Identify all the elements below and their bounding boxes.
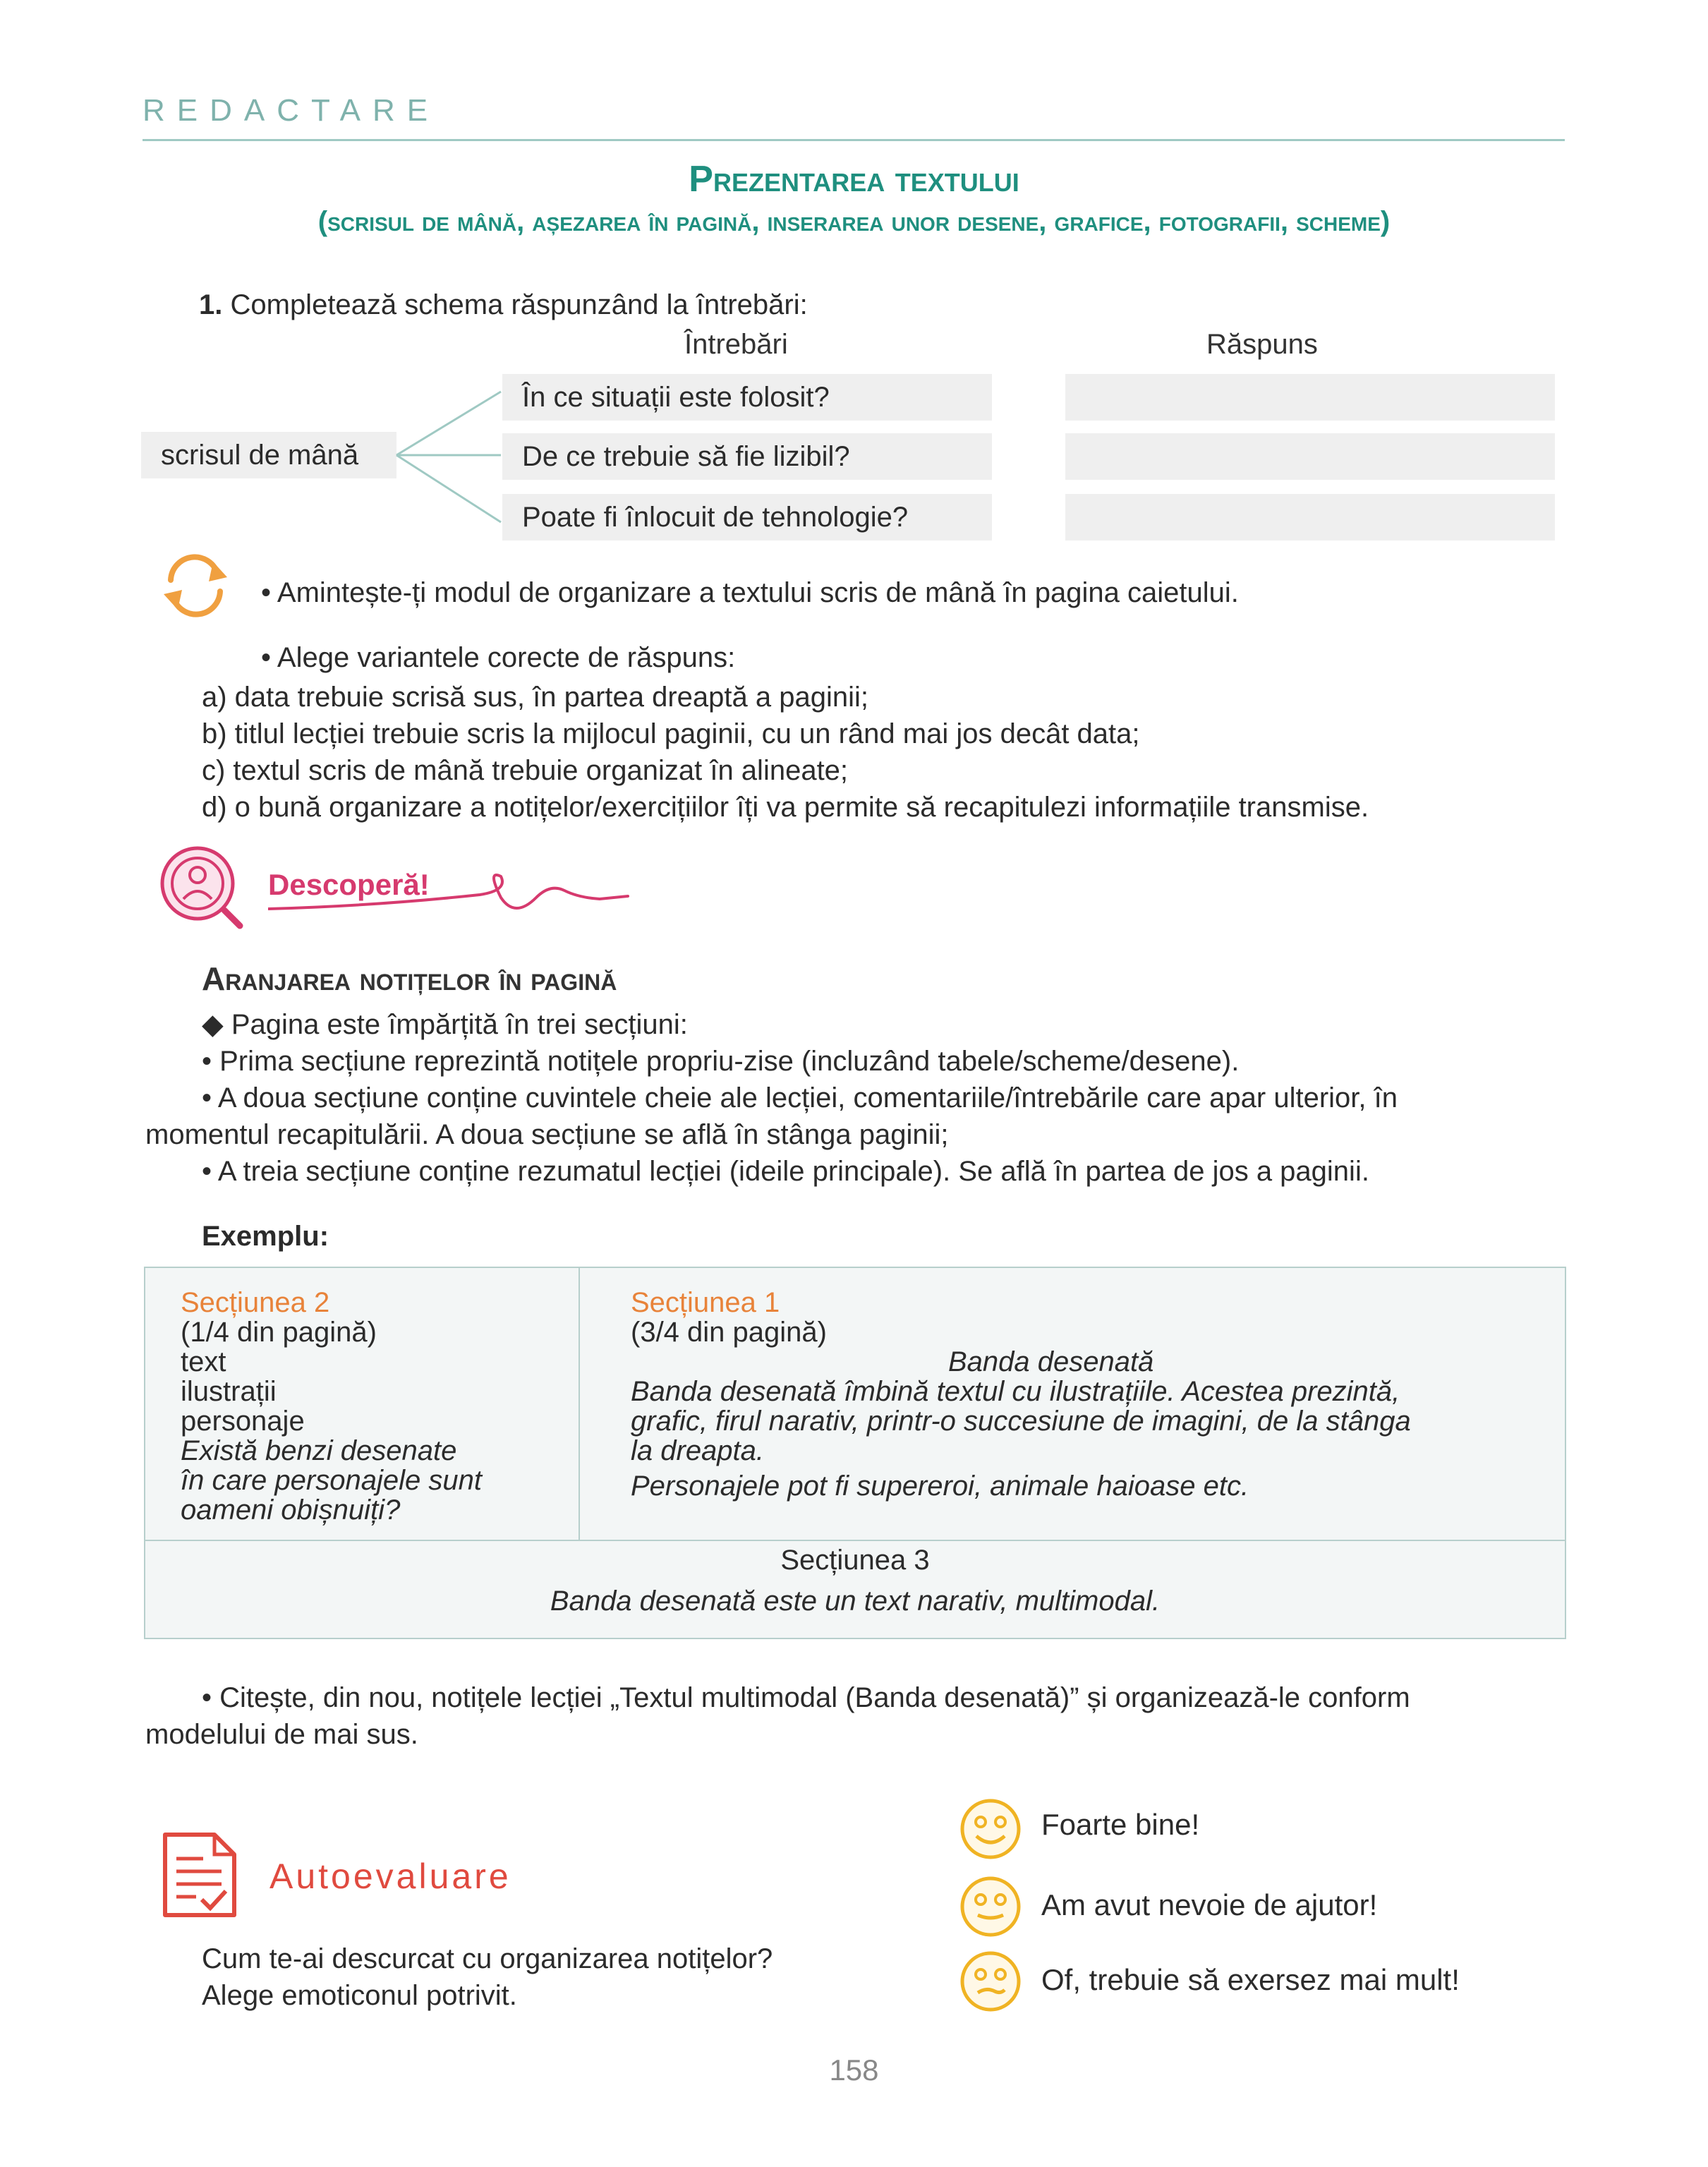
section-1-cell [631, 1288, 1548, 1501]
options-list [202, 679, 1369, 826]
refresh-arrows-icon [157, 552, 234, 620]
remember-text: • Amintește-ți modul de organizare a textului scris de mână în pagina caietului. [261, 577, 1239, 608]
evaluation-option-3[interactable]: Of, trebuie să exersez mai mult! [1041, 1963, 1460, 1996]
arrangement-heading: Aranjarea notițelor în pagină [202, 960, 617, 997]
section-3-text: Banda desenată este un text narativ, multimodal. [550, 1586, 1161, 1617]
section-2-question: oameni obișnuiți? [181, 1495, 401, 1526]
arrangement-line-1: ◆ Pagina este împărțită în trei secțiuni: [202, 1009, 688, 1040]
example-label: Exemplu: [202, 1221, 329, 1252]
schema-connector-lines [395, 388, 508, 529]
section-2-line: ilustrații [181, 1376, 277, 1407]
evaluation-option-2[interactable]: Am avut nevoie de ajutor! [1041, 1888, 1378, 1921]
section-1-line: Banda desenată îmbină textul cu ilustrațiile. Acestea prezintă, [631, 1376, 1400, 1407]
exercise-text: Completează schema răspunzând la întrebări: [230, 289, 808, 320]
checklist-document-icon [161, 1830, 238, 1919]
option-a[interactable]: a) data trebuie scrisă sus, în partea dreaptă a paginii; [202, 682, 868, 713]
section-2-question: în care personajele sunt [181, 1465, 482, 1496]
exercise-instruction [199, 289, 808, 321]
task-line-2: modelului de mai sus. [145, 1719, 418, 1750]
column-header-questions: Întrebări [684, 329, 788, 360]
arrangement-line-3: • A doua secțiune conține cuvintele cheie ale lecției, comentariile/întrebările care apar ulterior, în [202, 1082, 1398, 1113]
choose-instruction: • Alege variantele corecte de răspuns: [261, 642, 736, 673]
section-1-line: la dreapta. [631, 1435, 765, 1466]
section-2-cell [181, 1288, 482, 1525]
schema-root: scrisul de mână [141, 432, 396, 478]
answer-field-2[interactable] [1065, 433, 1555, 480]
section-3-title: Secțiunea 3 [780, 1545, 930, 1576]
discover-underline-squiggle [268, 869, 635, 919]
page-number: 158 [829, 2053, 879, 2087]
evaluation-option-1[interactable]: Foarte bine! [1041, 1808, 1200, 1841]
unsure-smiley-icon[interactable] [958, 1949, 1023, 2014]
arrangement-line-2: • Prima secțiune reprezintă notițele propriu-zise (incluzând tabele/scheme/desene). [202, 1046, 1240, 1077]
task-line-1: • Citește, din nou, notițele lecției „Textul multimodal (Banda desenată)” și organizează-le conform [202, 1682, 1410, 1713]
section-1-line: Personajele pot fi supereroi, animale haioase etc. [631, 1471, 1249, 1502]
example-divider-vertical [579, 1267, 580, 1540]
section-1-subtitle: (3/4 din pagină) [631, 1317, 827, 1348]
page-subtitle: (scrisul de mână, așezarea în pagină, inserarea unor desene, grafice, fotografii, scheme) [317, 206, 1391, 237]
question-box-2: De ce trebuie să fie lizibil? [502, 433, 992, 480]
self-evaluation-question: Cum te-ai descurcat cu organizarea notițelor? [202, 1943, 773, 1974]
arrangement-line-4: momentul recapitulării. A doua secțiune se află în stânga paginii; [145, 1119, 949, 1150]
section-2-line: (1/4 din pagină) [181, 1317, 377, 1348]
exercise-number: 1. [199, 289, 223, 320]
section-label: REDACTARE [143, 93, 440, 128]
header-divider [143, 139, 1565, 141]
example-divider-horizontal [144, 1540, 1566, 1541]
option-c[interactable]: c) textul scris de mână trebuie organizat în alineate; [202, 755, 849, 786]
discover-label: Descoperă! [268, 868, 430, 901]
neutral-smiley-icon[interactable] [958, 1874, 1023, 1939]
answer-field-1[interactable] [1065, 374, 1555, 421]
section-1-line: grafic, firul narativ, printr-o succesiune de imagini, de la stânga [631, 1406, 1411, 1437]
option-b[interactable]: b) titlul lecției trebuie scris la mijlocul paginii, cu un rând mai jos decât data; [202, 718, 1140, 749]
happy-smiley-icon[interactable] [958, 1797, 1023, 1861]
question-box-1: În ce situații este folosit? [502, 374, 992, 421]
self-evaluation-instruction: Alege emoticonul potrivit. [202, 1980, 517, 2011]
section-2-line: personaje [181, 1406, 305, 1437]
section-1-heading: Banda desenată [948, 1346, 1154, 1377]
self-evaluation-title: Autoevaluare [269, 1857, 511, 1896]
section-1-title: Secțiunea 1 [631, 1287, 780, 1318]
question-box-3: Poate fi înlocuit de tehnologie? [502, 494, 992, 541]
arrangement-line-5: • A treia secțiune conține rezumatul lecției (ideile principale). Se află în partea de jos a paginii. [202, 1156, 1369, 1187]
page-title: Prezentarea textului [689, 159, 1019, 200]
option-d[interactable]: d) o bună organizare a notițelor/exercițiilor îți va permite să recapitulezi informațiile transmise. [202, 792, 1369, 823]
answer-field-3[interactable] [1065, 494, 1555, 541]
magnifier-person-icon [158, 844, 246, 931]
section-2-title: Secțiunea 2 [181, 1287, 330, 1318]
column-header-answer: Răspuns [1206, 329, 1318, 360]
section-2-line: text [181, 1346, 226, 1377]
section-2-question: Există benzi desenate [181, 1435, 457, 1466]
